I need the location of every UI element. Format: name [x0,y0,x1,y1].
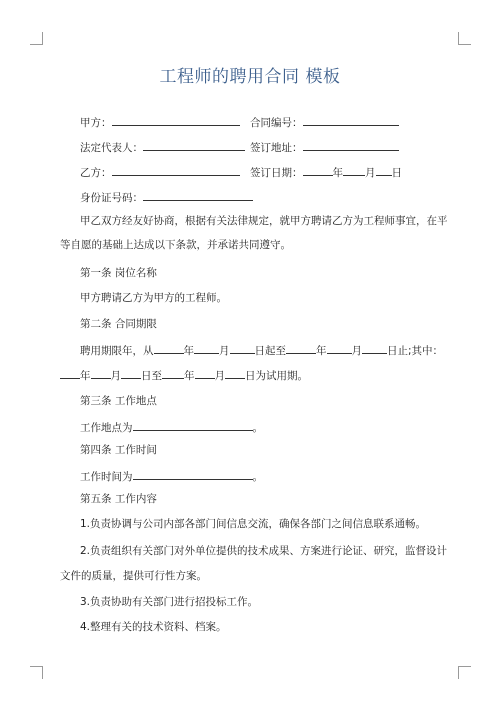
trial-month-label: 月 [110,370,121,382]
to-month-label: 月 [351,345,362,357]
from-month-blank[interactable] [194,342,219,354]
work-place-prefix: 工作地点为 [80,422,133,434]
sign-place-row [250,139,399,155]
contract-no-row [250,114,399,130]
contract-no-blank[interactable] [303,114,399,126]
party-b-blank[interactable] [112,164,240,176]
corner-mark-bottom-right [458,666,471,679]
intro-line-2: 等自愿的基础上达成以下条款，并承诺共同遵守。 [60,239,291,251]
article-2-line-1 [80,342,443,358]
party-b-label: 乙方： [80,167,112,179]
article-3-text [80,419,263,435]
to-month-blank[interactable] [327,342,352,354]
contract-no-label: 合同编号： [250,117,303,129]
from-day-label: 日起至 [254,345,286,357]
to-year-blank[interactable] [286,342,316,354]
term-text-1: 聘用期限年，从 [80,345,154,357]
trial-month-blank[interactable] [91,367,111,379]
document-title: 工程师的聘用合同 模板 [159,67,341,87]
work-time-prefix: 工作时间为 [80,471,133,483]
legal-rep-row [80,139,245,155]
trial-day-label: 日至 [141,370,162,382]
duty-item-4: 4.整理有关的技术资料、档案。 [80,621,227,633]
from-year-label: 年 [183,345,194,357]
legal-rep-blank[interactable] [143,139,245,151]
trial-month2-label: 月 [214,370,225,382]
duty-item-1: 1.负责协调与公司内部各部门间信息交流，确保各部门之间信息联系通畅。 [80,518,427,530]
sign-day-blank[interactable] [376,164,392,176]
sign-year-blank[interactable] [303,164,333,176]
article-5-heading: 第五条 工作内容 [80,493,157,505]
trial-year-label: 年 [80,370,91,382]
article-2-heading: 第二条 合同期限 [80,318,157,330]
to-day-blank[interactable] [362,342,387,354]
work-place-suffix: 。 [252,422,263,434]
article-2-line-2 [60,367,308,383]
article-4-heading: 第四条 工作时间 [80,444,157,456]
to-year-label: 年 [316,345,327,357]
trial-year2-blank[interactable] [162,367,184,379]
work-time-blank[interactable] [133,468,253,480]
legal-rep-label: 法定代表人： [80,142,143,154]
to-day-label: 日止;其中： [387,345,444,357]
article-3-heading: 第三条 工作地点 [80,395,157,407]
party-b-row [80,164,240,180]
corner-mark-top-right [458,32,471,45]
sign-date-row [250,164,402,180]
sign-year-label: 年 [332,167,343,179]
id-no-blank[interactable] [143,189,253,201]
article-4-text [80,468,263,484]
sign-month-label: 月 [365,167,376,179]
trial-day-blank[interactable] [121,367,141,379]
corner-mark-bottom-left [30,666,43,679]
id-no-label: 身份证号码： [80,192,143,204]
trial-day2-blank[interactable] [225,367,245,379]
id-no-row [80,189,253,205]
duty-item-2-line-1: 2.负责组织有关部门对外单位提供的技术成果、方案进行论证、研究，监督设计 [80,545,448,557]
trial-year-blank[interactable] [60,367,80,379]
party-a-blank[interactable] [112,114,240,126]
sign-date-label: 签订日期： [250,167,303,179]
party-a-label: 甲方： [80,117,112,129]
duty-item-2-line-2: 文件的质量，提供可行性方案。 [60,570,207,582]
sign-place-label: 签订地址： [250,142,303,154]
article-1-text: 甲方聘请乙方为甲方的工程师。 [80,292,227,304]
duty-item-3: 3.负责协助有关部门进行招投标工作。 [80,596,259,608]
sign-place-blank[interactable] [303,139,399,151]
trial-month2-blank[interactable] [195,367,215,379]
sign-month-blank[interactable] [343,164,365,176]
intro-line-1: 甲乙双方经友好协商，根据有关法律规定，就甲方聘请乙方为工程师事宜，在平 [80,215,448,227]
from-year-blank[interactable] [154,342,184,354]
work-place-blank[interactable] [133,419,253,431]
party-a-row [80,114,240,130]
trial-end-label: 日为试用期。 [245,370,308,382]
from-day-blank[interactable] [230,342,255,354]
article-1-heading: 第一条 岗位名称 [80,267,157,279]
sign-day-label: 日 [391,167,402,179]
work-time-suffix: 。 [252,471,263,483]
from-month-label: 月 [219,345,230,357]
trial-year2-label: 年 [184,370,195,382]
corner-mark-top-left [30,32,43,45]
